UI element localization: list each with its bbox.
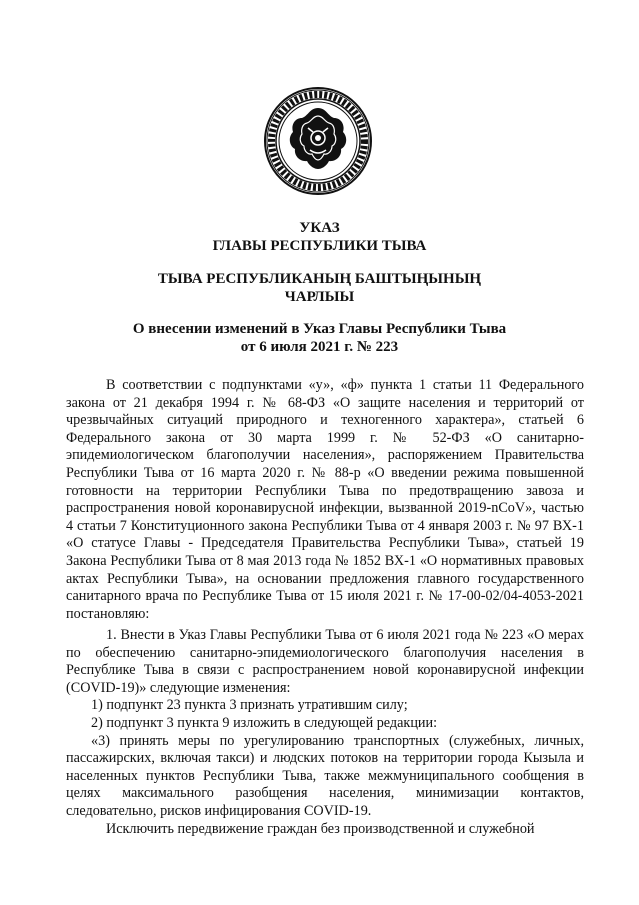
- subclause-2-continuation: Исключить передвижение граждан без производственной и служебной: [106, 820, 535, 837]
- decree-title-ru-line2: ГЛАВЫ РЕСПУБЛИКИ ТЫВА: [212, 238, 427, 254]
- clauses-block: [66, 627, 584, 838]
- preamble-block: [66, 377, 584, 623]
- decree-title-ru: [0, 219, 639, 255]
- decree-subject-line2: от 6 июля 2021 г. № 223: [240, 339, 399, 355]
- subclause-2-text: «3) принять меры по урегулированию транспортных (служебных, личных, пассажирских, включая такси) и людских потоков на территории города Кызыла и населенных пунктов Республики Тыва, также межмуниципального сообщения в целях максимального разобщения населения, минимизации контактов, следовательно, рисков инфицирования COVID-19.: [66, 732, 584, 819]
- decree-subject-line1: О внесении изменений в Указ Главы Республики Тыва: [132, 321, 507, 337]
- clause-1: 1. Внести в Указ Главы Республики Тыва от 6 июля 2021 года № 223 «О мерах по обеспечению санитарно-эпидемиологического благополучия населения в Республике Тыва в связи с распространением новой коронавирусной инфекции (COVID-19)» следующие изменения:: [66, 627, 584, 696]
- subclause-2: 2) подпункт 3 пункта 9 изложить в следующей редакции:: [91, 714, 438, 731]
- decree-title-tyv-line2: ЧАРЛЫЫ: [284, 289, 355, 305]
- decree-title-tyv: [0, 270, 639, 306]
- decree-title-ru-line1: УКАЗ: [299, 220, 340, 236]
- decree-title-tyv-line1: ТЫВА РЕСПУБЛИКАНЫҢ БАШТЫҢЫНЫҢ: [157, 271, 482, 287]
- decree-subject: [0, 320, 639, 356]
- tuva-coat-of-arms-icon: [263, 86, 373, 196]
- subclause-1: 1) подпункт 23 пункта 3 признать утратившим силу;: [91, 697, 408, 714]
- preamble-paragraph: В соответствии с подпунктами «у», «ф» пункта 1 статьи 11 Федерального закона от 21 декабря 1994 г. № 68-ФЗ «О защите населения и территорий от чрезвычайных ситуаций природного и техногенного характера», статьей 6 Федерального закона от 30 марта 1999 г. № 52-ФЗ «О санитарно-эпидемиологическом благополучии населения», распоряжением Правительства Республики Тыва от 16 марта 2020 г. № 88-р «О введении режима повышенной готовности на территории Республики Тыва по предотвращению завоза и распространения новой коронавирусной инфекции, вызванной 2019-nCoV», частью 4 статьи 7 Конституционного закона Республики Тыва от 4 января 2003 г. № 97 ВХ-1 «О статусе Главы - Председателя Правительства Республики Тыва», статьей 19 Закона Республики Тыва от 8 мая 2013 года № 1852 ВХ-1 «О нормативных правовых актах Республики Тыва», на основании предложения главного государственного санитарного врача по Республике Тыва от 15 июля 2021 г. № 17-00-02/04-4053-2021 постановляю:: [66, 377, 584, 622]
